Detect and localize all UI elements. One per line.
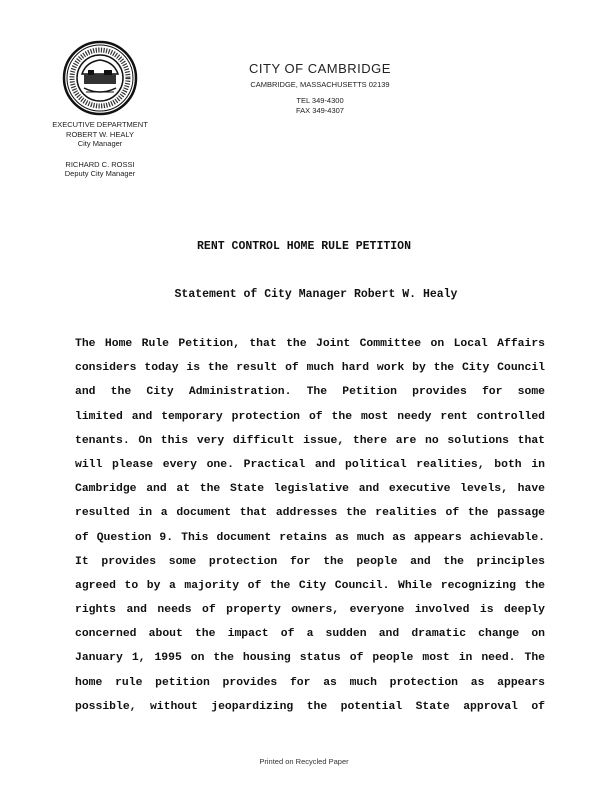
body-line: rights and needs of property owners, everyone involved is deeply [75, 604, 545, 617]
body-line: Cambridge and at the State legislative and executive levels, have [75, 483, 545, 496]
executive-department-block [40, 120, 160, 179]
city-telephone: TEL 349-4300 [296, 96, 344, 105]
body-line: possible, without jeopardizing the potential State approval of [75, 700, 545, 713]
city-name: CITY OF CAMBRIDGE [249, 61, 391, 76]
document-body [75, 336, 545, 723]
body-line: limited and temporary protection of the most needy rent controlled [75, 410, 545, 423]
body-line: The Home Rule Petition, that the Joint Committee on Local Affairs [75, 338, 545, 350]
manager-name: ROBERT W. HEALY [66, 129, 134, 139]
body-line: and the City Administration. The Petition provides for some [75, 386, 545, 399]
body-line: home rule petition provides for as much protection as appears [75, 676, 545, 689]
department-name: EXECUTIVE DEPARTMENT [52, 120, 148, 129]
document-subtitle: Statement of City Manager Robert W. Healy [174, 288, 458, 301]
letterhead [220, 62, 420, 116]
manager-title: City Manager [77, 139, 123, 148]
body-line: agreed to by a majority of the City Council. While recognizing the [75, 579, 545, 592]
city-seal-icon [62, 40, 138, 116]
city-fax: FAX 349-4307 [296, 106, 344, 115]
document-title: RENT CONTROL HOME RULE PETITION [197, 240, 411, 253]
deputy-name: RICHARD C. ROSSI [65, 159, 135, 169]
body-line: tenants. On this very difficult issue, there are no solutions that [75, 434, 545, 447]
body-line: will please every one. Practical and political realities, both in [75, 458, 545, 471]
body-line: resulted in a document that addresses the realities of the passage [75, 507, 545, 520]
body-line: It provides some protection for the people and the principles [75, 555, 545, 568]
deputy-title: Deputy City Manager [64, 169, 136, 178]
city-address: CAMBRIDGE, MASSACHUSETTS 02139 [250, 80, 390, 89]
body-line: concerned about the impact of a sudden and dramatic change on [75, 628, 545, 641]
body-line: January 1, 1995 on the housing status of people most in need. The [75, 652, 545, 665]
body-line: of Question 9. This document retains as much as appears achievable. [75, 531, 545, 544]
recycled-paper-footer: Printed on Recycled Paper [259, 757, 349, 766]
body-line: considers today is the result of much hard work by the City Council [75, 362, 545, 375]
